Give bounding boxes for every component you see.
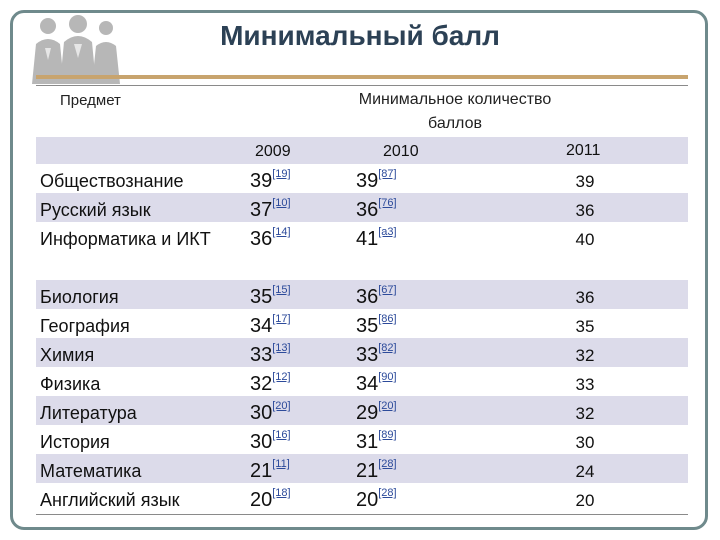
footnote-link[interactable]: [87] xyxy=(378,168,397,181)
cell-2009: 37[10] xyxy=(250,197,291,221)
cell-2011: 33 xyxy=(575,375,595,394)
cell-2009: 30[20] xyxy=(250,400,291,424)
table-row-subject: Химия xyxy=(40,345,95,365)
cell-2009: 35[15] xyxy=(250,284,291,308)
footnote-link[interactable]: [11] xyxy=(272,458,290,471)
table-row-subject: Обществознание xyxy=(40,171,184,191)
footnote-link[interactable]: [90] xyxy=(378,371,397,384)
footnote-link[interactable]: [82] xyxy=(378,342,397,355)
cell-2009: 39[19] xyxy=(250,168,291,192)
cell-2011: 24 xyxy=(575,462,595,481)
table-row-subject: История xyxy=(40,432,110,452)
table-row-subject: Физика xyxy=(40,374,101,394)
table-row-subject: Английский язык xyxy=(40,490,180,510)
footnote-link[interactable]: [13] xyxy=(272,342,291,355)
header-min-score: Минимальное количество баллов xyxy=(358,91,552,132)
cell-2010: 21[28] xyxy=(356,458,397,482)
footnote-link[interactable]: [28] xyxy=(378,458,397,471)
footnote-link[interactable]: [76] xyxy=(378,197,397,210)
cell-2011: 39 xyxy=(575,172,595,191)
cell-2009: 34[17] xyxy=(250,313,291,337)
table-row-subject: Русский язык xyxy=(40,200,151,220)
page-title: Минимальный балл xyxy=(220,20,500,51)
footnote-link[interactable]: [a3] xyxy=(378,226,397,239)
header-subject: Предмет xyxy=(60,92,121,109)
footnote-link[interactable]: [28] xyxy=(378,487,397,500)
cell-2009: 36[14] xyxy=(250,226,291,250)
footnote-link[interactable]: [12] xyxy=(272,371,291,384)
title-divider xyxy=(36,75,688,79)
cell-2010: 34[90] xyxy=(356,371,397,395)
cell-2011: 32 xyxy=(575,346,595,365)
cell-2009: 30[16] xyxy=(250,429,291,453)
table-row-subject: География xyxy=(40,316,130,336)
table-row-subject: Биология xyxy=(40,287,119,307)
header-year-2010: 2010 xyxy=(383,143,419,160)
cell-2010: 41[a3] xyxy=(356,226,397,250)
cell-2009: 21[11] xyxy=(250,458,290,482)
cell-2011: 30 xyxy=(575,433,595,452)
cell-2011: 36 xyxy=(575,201,595,220)
cell-2011: 35 xyxy=(575,317,595,336)
table-row-subject: Литература xyxy=(40,403,137,423)
footnote-link[interactable]: [86] xyxy=(378,313,397,326)
footnote-link[interactable]: [17] xyxy=(272,313,291,326)
footnote-link[interactable]: [10] xyxy=(272,197,291,210)
footnote-link[interactable]: [16] xyxy=(272,429,291,442)
cell-2010: 33[82] xyxy=(356,342,397,366)
cell-2010: 35[86] xyxy=(356,313,397,337)
footnote-link[interactable]: [15] xyxy=(272,284,291,297)
cell-2010: 36[67] xyxy=(356,284,397,308)
table-bottom-rule xyxy=(36,514,688,515)
header-year-2009: 2009 xyxy=(255,143,291,160)
cell-2011: 32 xyxy=(575,404,595,423)
footnote-link[interactable]: [20] xyxy=(378,400,397,413)
footnote-link[interactable]: [20] xyxy=(272,400,291,413)
cell-2009: 20[18] xyxy=(250,487,291,511)
cell-2010: 31[89] xyxy=(356,429,397,453)
footnote-link[interactable]: [14] xyxy=(272,226,291,239)
footnote-link[interactable]: [67] xyxy=(378,284,397,297)
footnote-link[interactable]: [89] xyxy=(378,429,397,442)
table-row-subject: Математика xyxy=(40,461,142,481)
cell-2011: 40 xyxy=(575,230,595,249)
cell-2010: 29[20] xyxy=(356,400,397,424)
table-row-subject: Информатика и ИКТ xyxy=(40,229,211,249)
cell-2011: 36 xyxy=(575,288,595,307)
footnote-link[interactable]: [19] xyxy=(272,168,291,181)
cell-2010: 20[28] xyxy=(356,487,397,511)
cell-2011: 20 xyxy=(575,491,595,510)
cell-2009: 32[12] xyxy=(250,371,291,395)
cell-2010: 36[76] xyxy=(356,197,397,221)
footnote-link[interactable]: [18] xyxy=(272,487,291,500)
cell-2010: 39[87] xyxy=(356,168,397,192)
header-year-2011: 2011 xyxy=(566,142,601,159)
header-top-rule xyxy=(36,85,688,86)
cell-2009: 33[13] xyxy=(250,342,291,366)
